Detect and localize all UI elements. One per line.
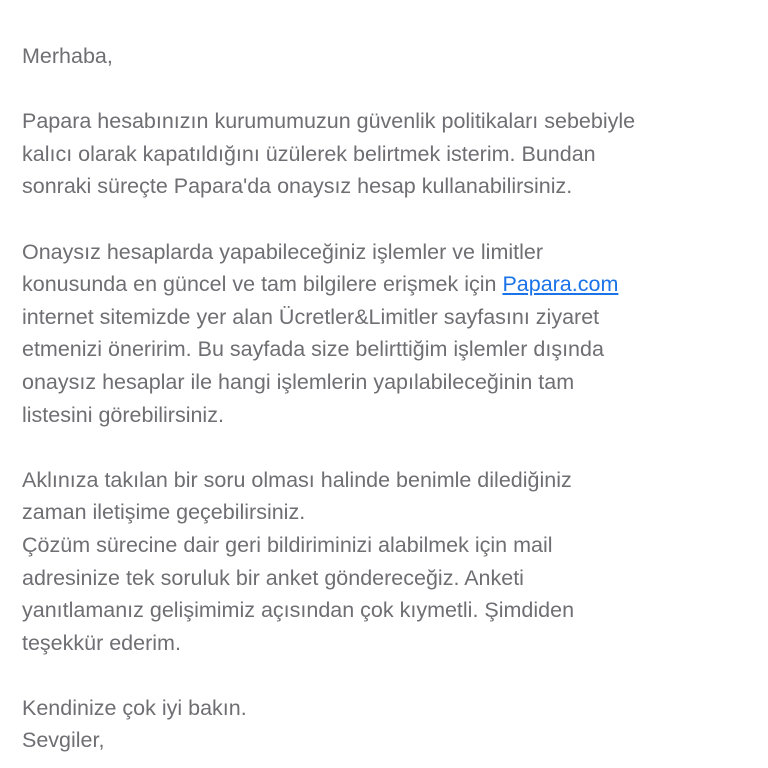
text-line: etmenizi öneririm. Bu sayfada size belirttiğim işlemler dışında: [22, 337, 604, 362]
closing-line: Kendinize çok iyi bakın.: [22, 695, 247, 720]
text-line: Onaysız hesaplarda yapabileceğiniz işlemler ve limitler: [22, 239, 544, 264]
text-line: zaman iletişime geçebilirsiniz.: [22, 500, 306, 525]
text-line: teşekkür ederim.: [22, 630, 181, 655]
text-line-with-link: [22, 268, 752, 301]
greeting: [22, 40, 752, 73]
text-line: Aklınıza takılan bir soru olması halinde benimle dilediğiniz: [22, 467, 572, 492]
email-body: [22, 40, 752, 757]
text-line: listesini görebilirsiniz.: [22, 402, 224, 427]
text-line: adresinize tek soruluk bir anket göndereceğiz. Anketi: [22, 565, 524, 590]
text-line: onaysız hesaplar ile hangi işlemlerin yapılabileceğinin tam: [22, 369, 575, 394]
text-line: yanıtlamanız gelişimimiz açısından çok kıymetli. Şimdiden: [22, 598, 575, 623]
text-line: internet sitemizde yer alan Ücretler&Limitler sayfasını ziyaret: [22, 304, 600, 329]
paragraph-account-closed: [22, 105, 752, 203]
text-segment: konusunda en güncel ve tam bilgilere erişmek için: [22, 272, 503, 297]
text-line: Çözüm sürecine dair geri bildiriminizi alabilmek için mail: [22, 532, 553, 557]
greeting-line: Merhaba,: [22, 44, 113, 68]
text-line: kalıcı olarak kapatıldığını üzülerek belirtmek isterim. Bundan: [22, 141, 596, 166]
paragraph-limits-info: [22, 236, 752, 432]
papara-link[interactable]: Papara.com: [502, 272, 619, 297]
text-line: Papara hesabınızın kurumumuzun güvenlik politikaları sebebiyle: [22, 109, 636, 134]
paragraph-contact-survey: [22, 464, 752, 660]
closing: [22, 692, 752, 757]
signoff-line: Sevgiler,: [22, 728, 105, 753]
text-line: sonraki süreçte Papara'da onaysız hesap kullanabilirsiniz.: [22, 174, 573, 199]
